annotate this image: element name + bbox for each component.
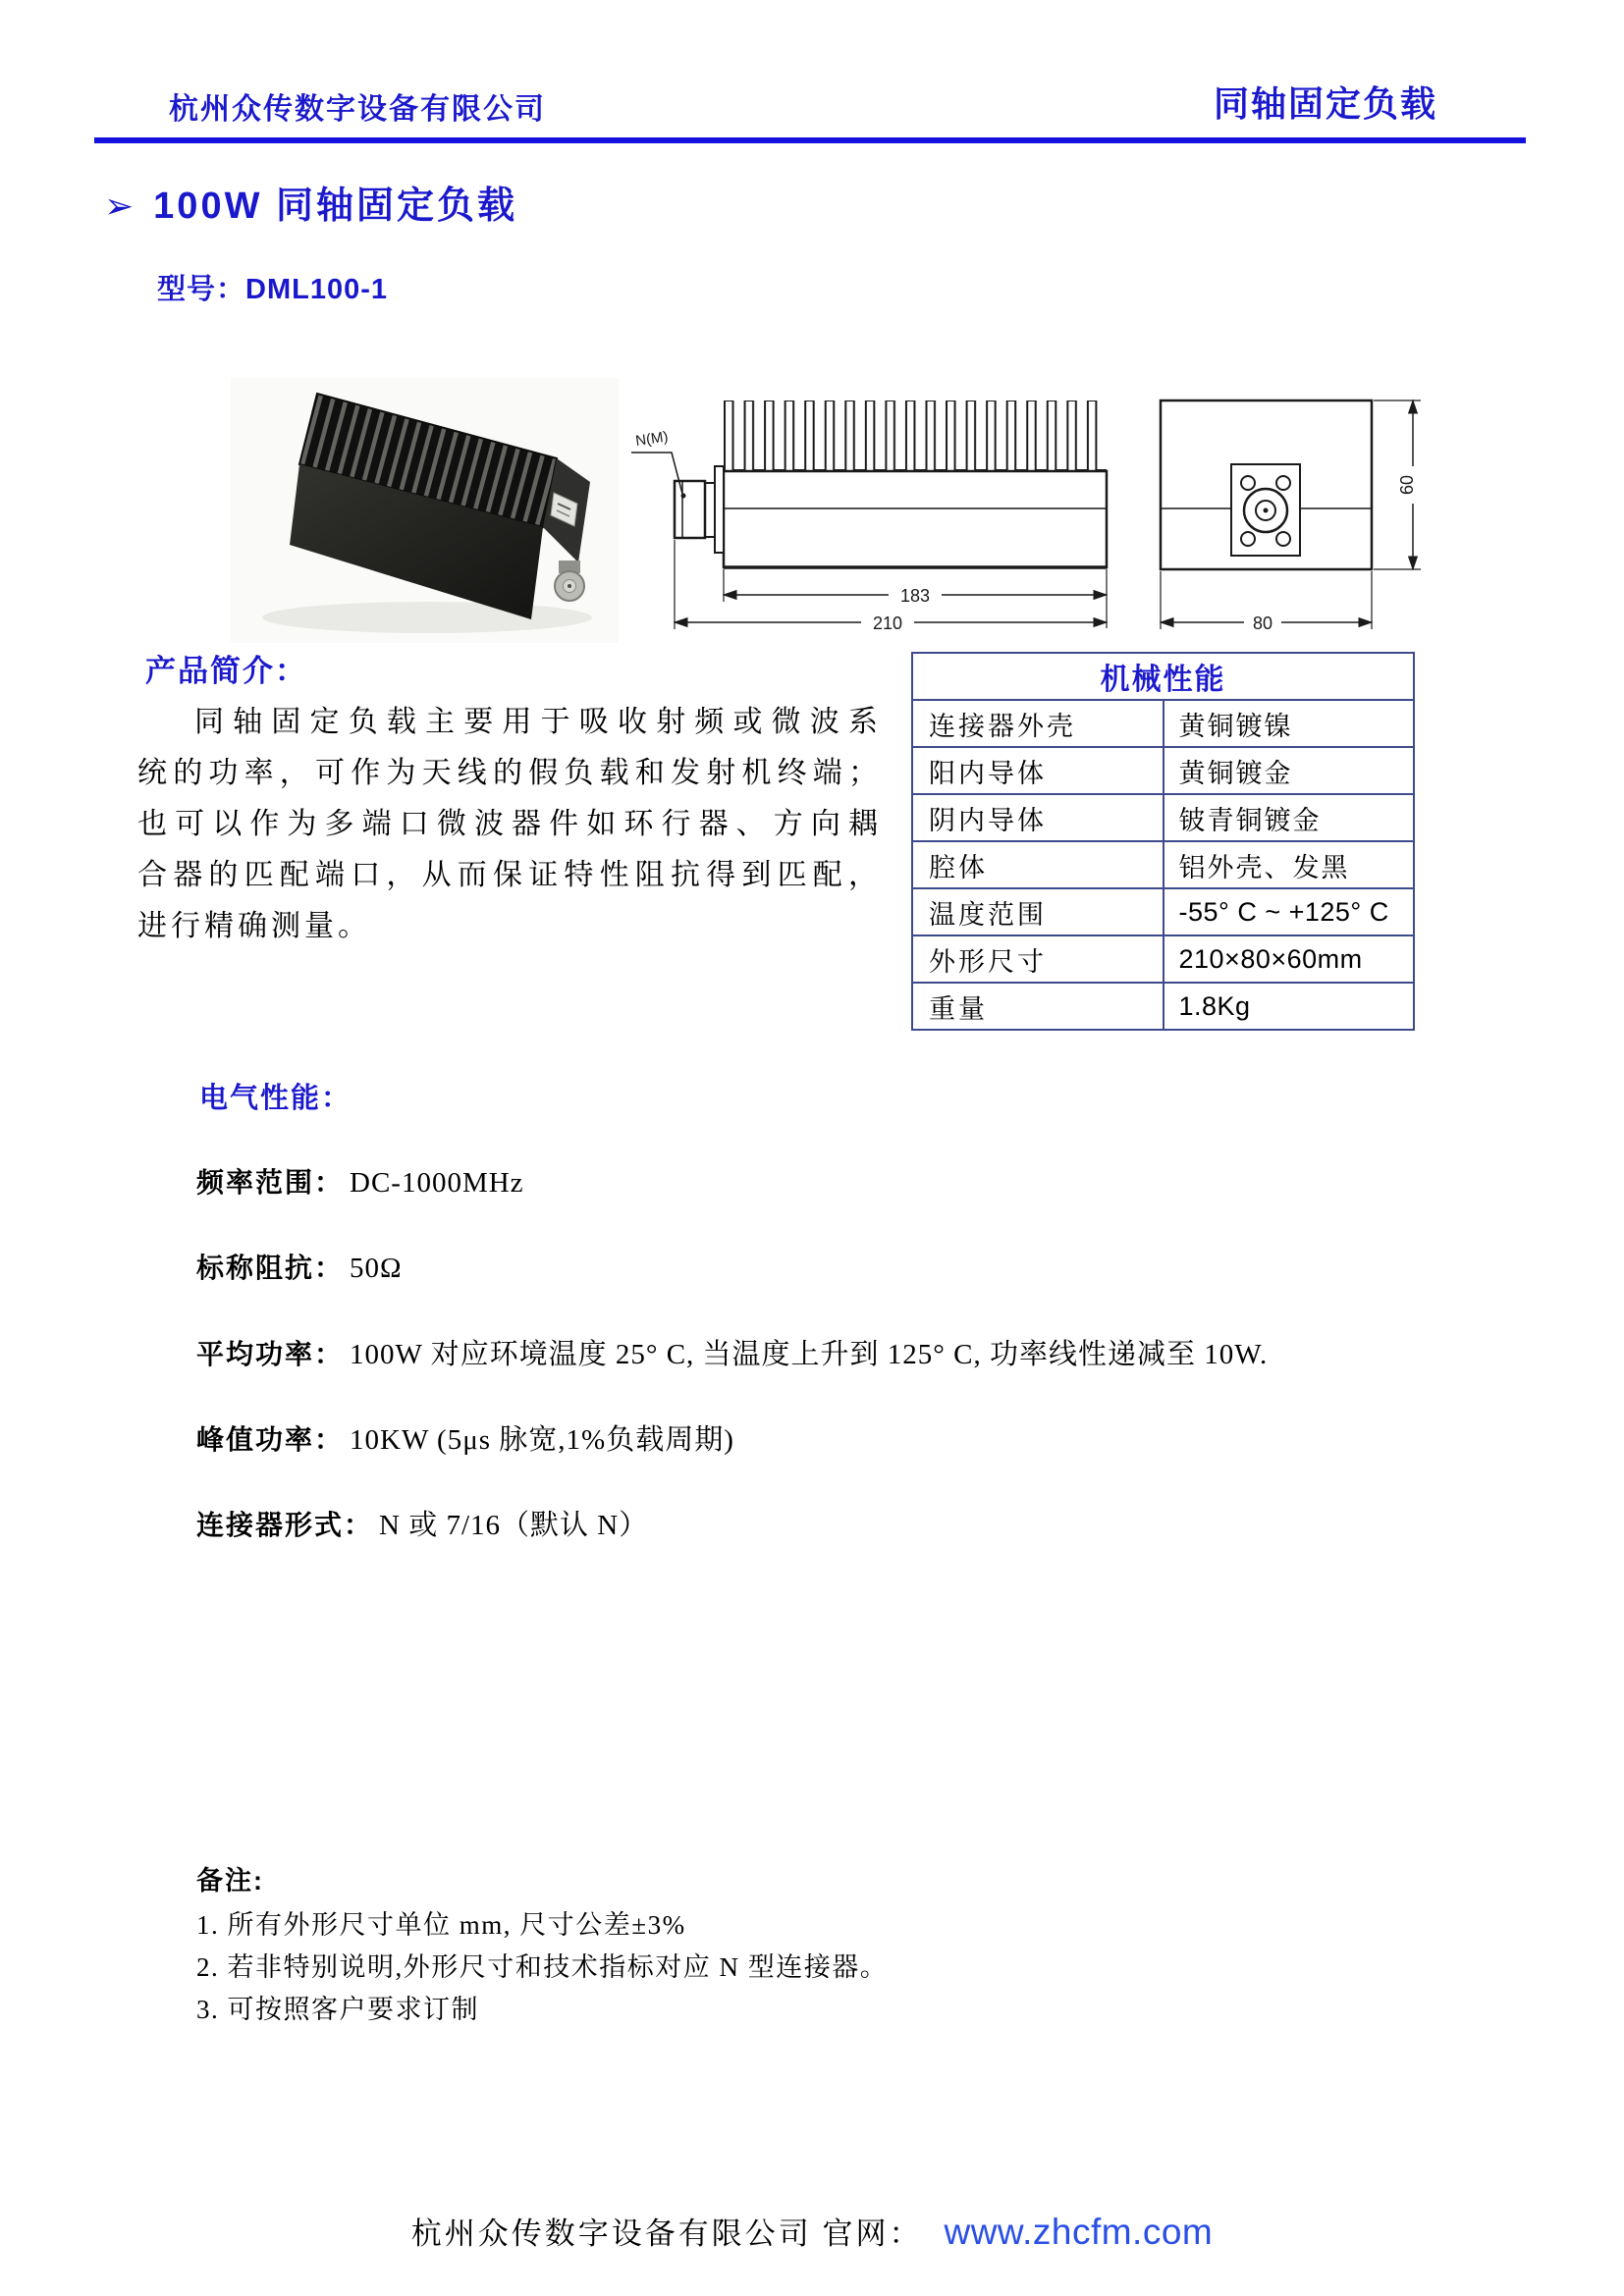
row-label: 重量	[912, 983, 1164, 1030]
row-value: 铝外壳、发黑	[1164, 841, 1415, 888]
table-row	[912, 888, 1414, 935]
connector-callout-label: N(M)	[634, 428, 670, 450]
spec-value: DC-1000MHz	[350, 1167, 524, 1199]
model-number: 型号：DML100-1	[157, 274, 388, 305]
table-title: 机械性能	[912, 653, 1414, 700]
row-label: 温度范围	[912, 888, 1164, 935]
row-label: 阳内导体	[912, 747, 1164, 794]
mechanical-properties-table	[911, 652, 1415, 1031]
intro-paragraph	[137, 697, 882, 952]
electrical-heading: 电气性能：	[199, 1083, 352, 1114]
table-row	[912, 983, 1414, 1030]
row-value: 1.8Kg	[1164, 983, 1415, 1030]
footer-website-link[interactable]: www.zhcfm.com	[944, 2212, 1214, 2252]
row-value: 210×80×60mm	[1164, 935, 1415, 983]
page-footer	[0, 2209, 1624, 2253]
spec-average-power	[196, 1332, 1268, 1372]
row-label: 阴内导体	[912, 794, 1164, 841]
row-value: 黄铜镀金	[1164, 747, 1415, 794]
intro-line: 统的功率，可作为天线的假负载和发射机终端；	[137, 757, 882, 789]
spec-value: 10KW (5μs 脉宽,1%负载周期)	[350, 1424, 734, 1456]
dim-210-label: 210	[872, 614, 903, 633]
spec-label: 标称阻抗：	[196, 1253, 345, 1283]
dim-60-label: 60	[1397, 474, 1417, 496]
header-doc-title: 同轴固定负载	[1214, 83, 1438, 124]
row-label: 外形尺寸	[912, 935, 1164, 983]
row-label: 连接器外壳	[912, 700, 1164, 747]
flange-plate	[715, 466, 724, 553]
note-item: 2. 若非特别说明,外形尺寸和技术指标对应 N 型连接器。	[196, 1952, 889, 1982]
table-row	[912, 841, 1414, 888]
dim-80-label: 80	[1252, 614, 1273, 633]
table-row	[912, 747, 1414, 794]
arrow-bullet-icon: ➢	[104, 186, 135, 226]
note-item: 3. 可按照客户要求订制	[196, 1995, 479, 2024]
section-title	[104, 175, 517, 229]
spec-label: 频率范围：	[196, 1167, 345, 1198]
spec-label: 连接器形式：	[196, 1510, 374, 1540]
photo-shadow	[262, 602, 592, 633]
dim-183-label: 183	[899, 586, 931, 606]
product-photo	[231, 378, 619, 643]
spec-label: 平均功率：	[196, 1339, 345, 1369]
spec-frequency-range	[196, 1161, 524, 1201]
row-value: 黄铜镀镍	[1164, 700, 1415, 747]
product-title: 100W 同轴固定负载	[153, 186, 517, 227]
intro-line: 进行精确测量。	[137, 910, 371, 942]
table-row	[912, 794, 1414, 841]
footer-company: 杭州众传数字设备有限公司 官网：	[410, 2216, 923, 2251]
spec-value: N 或 7/16（默认 N）	[379, 1510, 649, 1541]
drawing-side-view	[628, 375, 1139, 636]
table-header-row	[912, 653, 1414, 700]
body-outline	[724, 471, 1107, 567]
fins-profile	[724, 400, 1107, 471]
intro-heading: 产品简介：	[145, 654, 307, 688]
spec-value: 50Ω	[350, 1253, 403, 1284]
intro-line: 合器的匹配端口，从而保证特性阻抗得到匹配，	[137, 859, 882, 891]
row-value: 铍青铜镀金	[1164, 794, 1415, 841]
spec-value: 100W 对应环境温度 25° C, 当温度上升到 125° C, 功率线性递减至 10W.	[350, 1339, 1269, 1370]
drawing-end-view	[1129, 375, 1473, 636]
connector-side	[675, 481, 705, 538]
table-row	[912, 935, 1414, 983]
row-value: -55° C ~ +125° C	[1164, 888, 1415, 935]
spec-label: 峰值功率：	[196, 1424, 345, 1455]
spec-nominal-impedance	[196, 1247, 403, 1286]
intro-line: 同轴固定负载主要用于吸收射频或微波系	[194, 706, 882, 738]
header-company-name: 杭州众传数字设备有限公司	[169, 93, 546, 126]
note-item: 1. 所有外形尺寸单位 mm, 尺寸公差±3%	[196, 1910, 686, 1940]
intro-line: 也可以作为多端口微波器件如环行器、方向耦	[137, 808, 882, 840]
table-row	[912, 700, 1414, 747]
row-label: 腔体	[912, 841, 1164, 888]
header-rule	[94, 137, 1526, 143]
spec-peak-power	[196, 1417, 734, 1458]
notes-heading: 备注:	[196, 1866, 264, 1896]
spec-connector-type	[196, 1503, 648, 1543]
